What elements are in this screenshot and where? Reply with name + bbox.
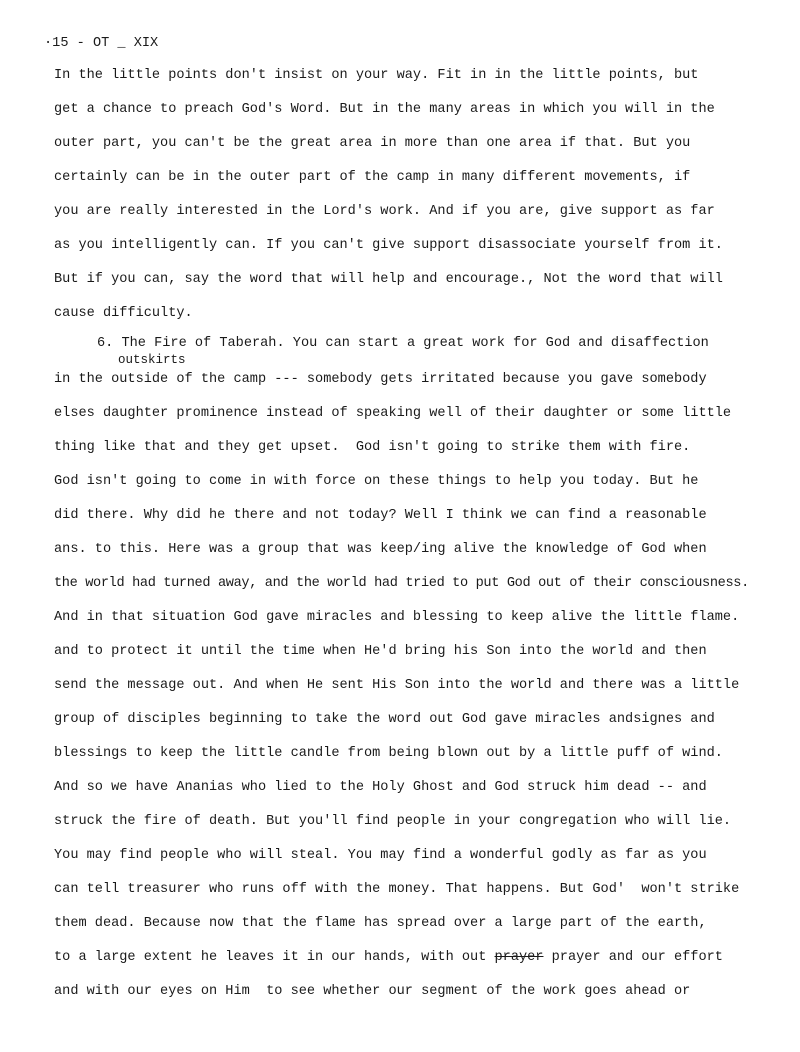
text-segment: prayer and our effort — [543, 950, 723, 965]
text-line: But if you can, say the word that will help and encourage., Not the word that will — [54, 272, 723, 287]
text-line: You may find people who will steal. You may find a wonderful godly as far as you — [54, 848, 707, 863]
text-line: God isn't going to come in with force on these things to help you today. But he — [54, 474, 699, 489]
text-line: get a chance to preach God's Word. But in the many areas in which you will in the — [54, 102, 715, 117]
text-line: did there. Why did he there and not today? Well I think we can find a reasonable — [54, 508, 707, 523]
text-line: and to protect it until the time when He'd bring his Son into the world and then — [54, 644, 707, 659]
text-line: you are really interested in the Lord's work. And if you are, give support as far — [54, 204, 715, 219]
handwritten-insertion: outskirts — [118, 353, 186, 367]
text-line: send the message out. And when He sent His Son into the world and there was a little — [54, 678, 740, 693]
text-line: certainly can be in the outer part of the camp in many different movements, if — [54, 170, 691, 185]
text-line: cause difficulty. — [54, 306, 193, 321]
numbered-heading-line: 6. The Fire of Taberah. You can start a great work for God and disaffection — [97, 336, 709, 351]
text-line: can tell treasurer who runs off with the money. That happens. But God' won't strike — [54, 882, 740, 897]
text-line: and with our eyes on Him to see whether our segment of the work goes ahead or — [54, 984, 691, 999]
text-line: In the little points don't insist on your way. Fit in in the little points, but — [54, 68, 699, 83]
text-line: group of disciples beginning to take the word out God gave miracles andsignes and — [54, 712, 715, 727]
text-segment: to a large extent he leaves it in our hands, with out — [54, 950, 495, 965]
text-line: And so we have Ananias who lied to the Holy Ghost and God struck him dead -- and — [54, 780, 707, 795]
struck-out-word: prayer — [494, 950, 544, 965]
text-line: the world had turned away, and the world had tried to put God out of their consciousness. — [54, 576, 749, 591]
text-line: ans. to this. Here was a group that was keep/ing alive the knowledge of God when — [54, 542, 707, 557]
text-line-with-strikeout — [54, 950, 723, 966]
text-line: outer part, you can't be the great area in more than one area if that. But you — [54, 136, 691, 151]
text-line: And in that situation God gave miracles and blessing to keep alive the little flame. — [54, 610, 740, 625]
page-header: ·15 - OT _ XIX — [44, 36, 159, 51]
text-line: them dead. Because now that the flame has spread over a large part of the earth, — [54, 916, 707, 931]
text-line: blessings to keep the little candle from being blown out by a little puff of wind. — [54, 746, 723, 761]
text-line: in the outside of the camp --- somebody gets irritated because you gave somebody — [54, 372, 707, 387]
text-line: thing like that and they get upset. God isn't going to strike them with fire. — [54, 440, 691, 455]
text-line: as you intelligently can. If you can't give support disassociate yourself from it. — [54, 238, 723, 253]
text-line: elses daughter prominence instead of speaking well of their daughter or some little — [54, 406, 732, 421]
text-line: struck the fire of death. But you'll find people in your congregation who will lie. — [54, 814, 732, 829]
